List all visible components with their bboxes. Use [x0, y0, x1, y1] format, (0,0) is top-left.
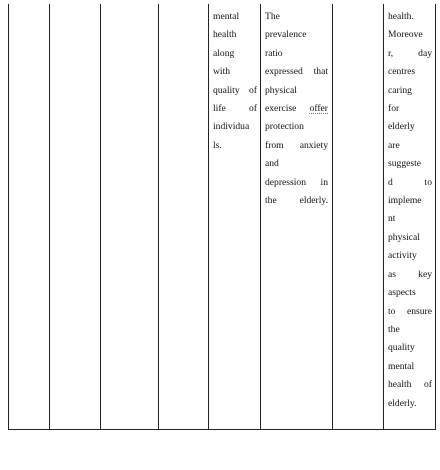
cell-line: ls.: [213, 139, 222, 151]
cell-line: suggeste: [388, 158, 422, 170]
cell-line: as key: [388, 268, 432, 280]
cell-line: mental: [388, 360, 415, 372]
cell-line: physical: [265, 84, 297, 96]
table: [8, 4, 436, 430]
table-column-2: [50, 4, 101, 429]
cell-line: ratio: [265, 47, 283, 59]
cell-line: prevalence: [265, 29, 307, 41]
cell-line: elderly: [388, 121, 415, 133]
cell-line: expressed that: [265, 66, 328, 78]
table-cell-text: [388, 8, 432, 413]
table-cell-text: [265, 8, 328, 210]
cell-line: life of: [213, 103, 257, 115]
table-column-3: [101, 4, 159, 429]
cell-line: quality: [388, 342, 415, 354]
cell-line: caring: [388, 84, 412, 96]
cell-line: to ensure: [388, 305, 432, 317]
cell-line: exercise offer: [265, 103, 328, 115]
cell-line: quality of: [213, 84, 257, 96]
table-column-7: [333, 4, 384, 429]
table-column-8: [384, 4, 436, 429]
cell-line: health: [213, 29, 237, 41]
cell-line: and: [265, 158, 279, 170]
cell-line: impleme: [388, 195, 422, 207]
cell-line: individua: [213, 121, 250, 133]
cell-line: with: [213, 66, 231, 78]
cell-line: nt: [388, 213, 396, 225]
cell-line: elderly.: [388, 397, 417, 409]
cell-line: r, day: [388, 47, 432, 59]
cell-line: protection: [265, 121, 304, 133]
cell-line: health.: [388, 11, 414, 22]
table-column-6: [261, 4, 333, 429]
cell-line: health of: [388, 379, 432, 391]
cell-line: the elderly.: [265, 195, 328, 207]
cell-line: the: [388, 323, 400, 335]
cell-line: mental: [213, 11, 240, 22]
cell-line: for: [388, 103, 400, 115]
cell-line: activity: [388, 250, 417, 262]
cell-line: physical: [388, 231, 420, 243]
table-column-4: [159, 4, 209, 429]
table-cell-text: [213, 8, 257, 155]
cell-line: are: [388, 139, 400, 151]
cell-line: from anxiety: [265, 139, 328, 151]
cell-line: centres: [388, 66, 416, 78]
cell-line: d to: [388, 176, 432, 188]
cell-line: Moreove: [388, 29, 423, 41]
cell-line: depression in: [265, 176, 328, 188]
cell-line: aspects: [388, 287, 416, 299]
cell-line: The: [265, 11, 280, 22]
cell-line: along: [213, 47, 235, 59]
table-column-5: [209, 4, 261, 429]
table-column-1: [9, 4, 50, 429]
